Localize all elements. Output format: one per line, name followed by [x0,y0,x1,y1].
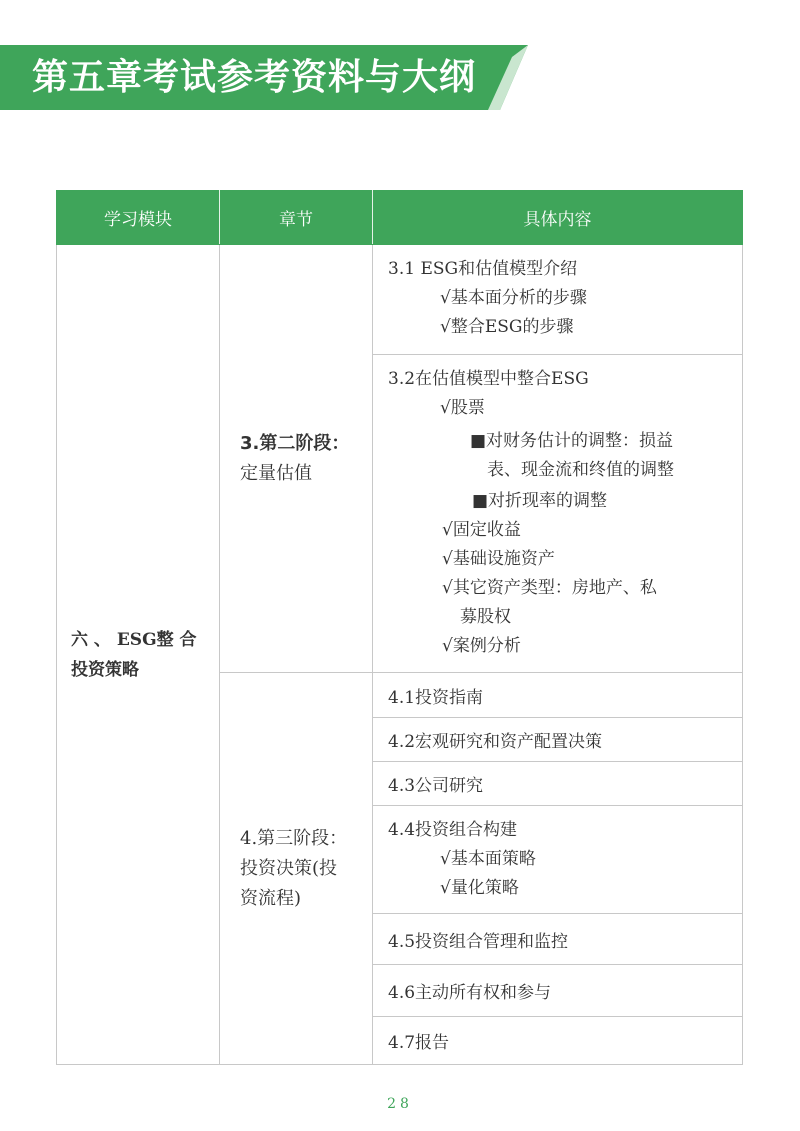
section-4-4-title: 4.4投资组合构建 [388,820,518,840]
chapter-title: 第五章考试参考资料与大纲 [32,57,477,98]
list-item: √股票 [440,398,485,418]
section-4-2: 4.2宏观研究和资产配置决策 [373,718,743,762]
list-item: √基本面策略 [440,849,536,869]
table-header-row [57,191,743,245]
stage-3-cell [220,245,373,673]
header-module: 学习模块 [57,191,220,245]
stage-4-subtitle-line2: 资流程) [240,887,302,909]
list-item: √案例分析 [442,636,521,656]
section-4-1: 4.1投资指南 [373,673,743,718]
list-item: √整合ESG的步骤 [440,317,574,337]
section-3-1-title: 3.1 ESG和估值模型介绍 [388,259,578,279]
sub-item-financial-line1: ■对财务估计的调整：损益 [470,431,674,451]
stage-4-title: 4.第三阶段： [240,827,348,849]
section-4-7: 4.7报告 [373,1017,743,1065]
section-3-2-cell [373,355,743,673]
page-number: 28 [387,1096,413,1112]
list-item: √基本面分析的步骤 [440,288,587,308]
section-4-5: 4.5投资组合管理和监控 [373,914,743,965]
stage-4-subtitle-line1: 投资决策(投 [240,857,338,879]
section-4-6: 4.6主动所有权和参与 [373,965,743,1017]
module-name-line2: 投资策略 [71,659,139,680]
chapter-banner [0,45,528,110]
table-row [57,245,743,355]
list-item: √量化策略 [440,878,519,898]
stage-3-subtitle: 定量估值 [240,462,312,484]
list-item-other-line2: 募股权 [460,607,511,627]
syllabus-table [56,190,743,1065]
sub-item-discount-rate: ■对折现率的调整 [472,491,608,511]
section-4-4-cell [373,806,743,914]
header-section: 章节 [220,191,373,245]
header-content: 具体内容 [373,191,743,245]
section-3-2-title: 3.2在估值模型中整合ESG [388,369,589,389]
section-4-3: 4.3公司研究 [373,762,743,806]
module-cell [57,245,220,1065]
module-name-line1: 六 、 ESG整 合 [71,629,197,650]
list-item: √基础设施资产 [442,549,555,569]
list-item-other-line1: √其它资产类型：房地产、私 [442,578,657,598]
sub-item-financial-line2: 表、现金流和终值的调整 [487,460,674,480]
list-item: √固定收益 [442,520,521,540]
stage-3-title: 3.第二阶段： [240,432,350,454]
stage-4-cell [220,673,373,1065]
section-3-1-cell [373,245,743,355]
